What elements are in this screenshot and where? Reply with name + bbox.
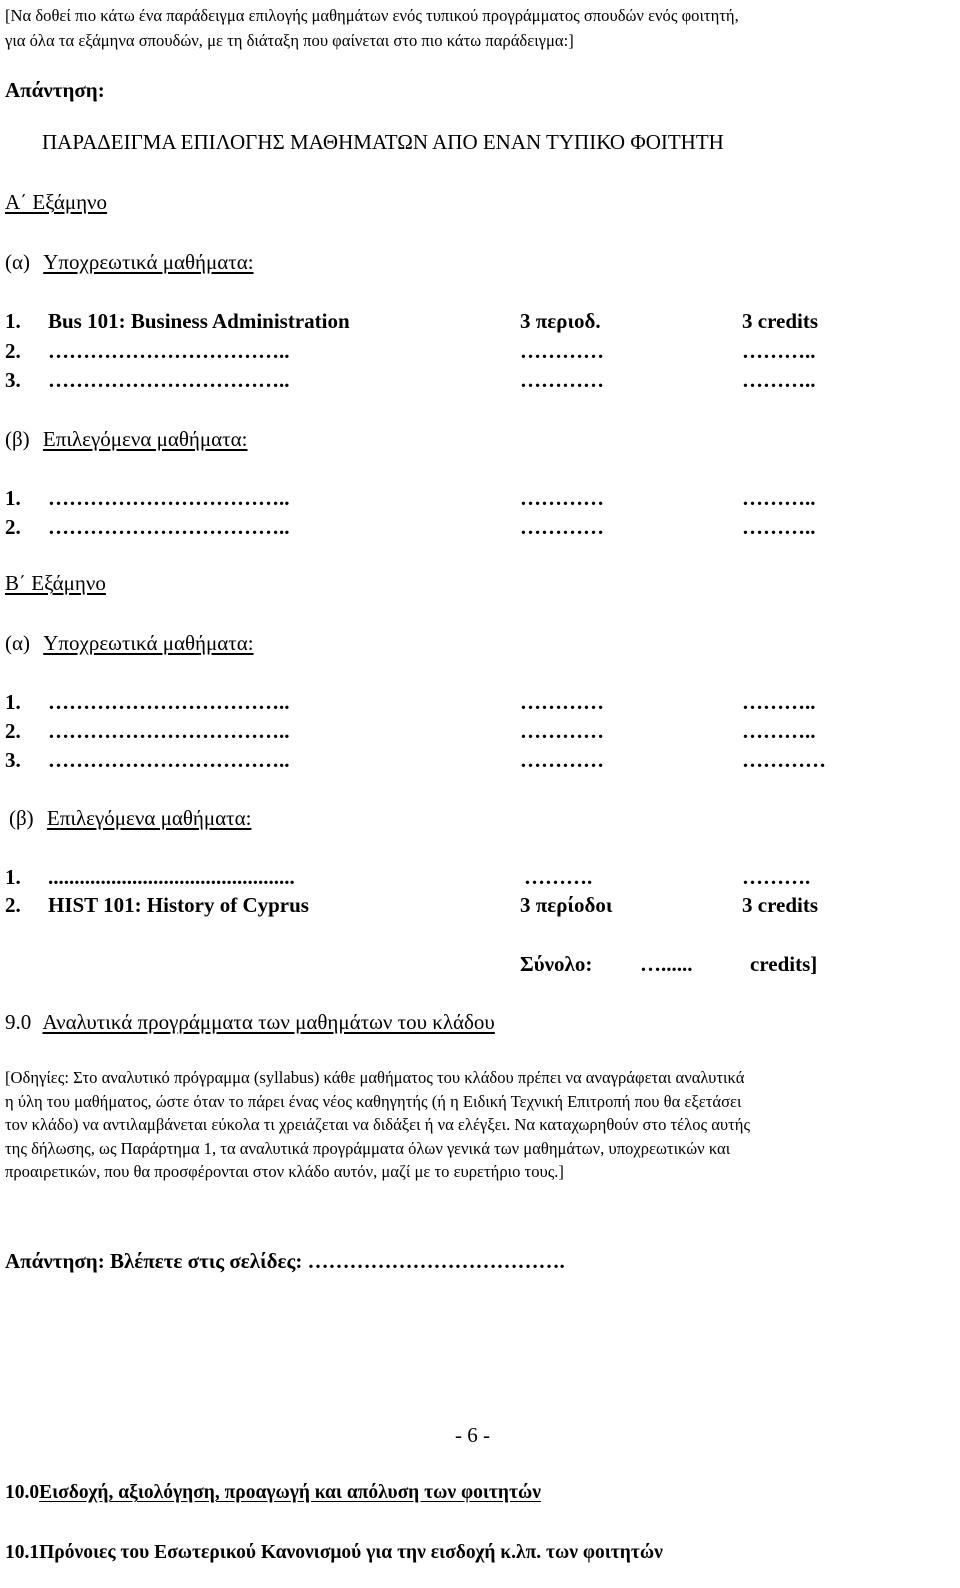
section-title: Εισδοχή, αξιολόγηση, προαγωγή και απόλυση των φοιτητών (39, 1482, 541, 1503)
row-number: 2. (5, 893, 21, 917)
row-number: 2. (5, 719, 21, 743)
course-periods: ………. (524, 865, 593, 889)
course-name: HIST 101: History of Cyprus (48, 893, 309, 917)
course-credits: ……….. (742, 368, 816, 392)
example-title: ΠΑΡΑΔΕΙΓΜΑ ΕΠΙΛΟΓΗΣ ΜΑΘΗΜΑΤΩΝ ΑΠΟ ΕΝΑΝ ΤΥΠΙΚΟ ΦΟΙΤΗΤΗ (42, 130, 724, 154)
section-10-heading (5, 1482, 541, 1504)
course-credits: ………. (742, 865, 811, 889)
instruction-line: της δήλωσης, ως Παράρτημα 1, τα αναλυτικά προγράμματα όλων γενικά των μαθημάτων, υποχρεωτικών και (5, 1138, 731, 1158)
semester-b-title: Β΄ Εξάμηνο (5, 571, 106, 595)
row-number: 3. (5, 368, 21, 392)
row-number: 1. (5, 309, 21, 333)
course-credits: ……….. (742, 515, 816, 539)
course-periods: ………… (520, 515, 604, 539)
course-credits: ……….. (742, 339, 816, 363)
instruction-line: η ύλη του μαθήματος, ώστε όταν το πάρει ένας νέος καθηγητής (ή η Ειδική Τεχνική Επιτροπή που θα εξετάσει (5, 1091, 742, 1111)
row-number: 2. (5, 339, 21, 363)
elective-prefix: (β) (9, 806, 34, 830)
compulsory-label: Υποχρεωτικά μαθήματα: (43, 631, 254, 655)
course-periods: ………… (520, 339, 604, 363)
course-name: …………………………….. (48, 368, 290, 392)
semester-a-elective-heading (5, 427, 247, 452)
page-number: - 6 - (455, 1423, 490, 1447)
semester-b-elective-heading (9, 806, 251, 831)
course-name: ............................................... (48, 865, 295, 889)
total-value: …...... (640, 952, 693, 976)
course-credits: ……….. (742, 719, 816, 743)
section-9-heading (5, 1010, 495, 1035)
section-title: Πρόνοιες του Εσωτερικού Κανονισμού για την εισδοχή κ.λπ. των φοιτητών (39, 1542, 663, 1563)
section-number: 10.1 (5, 1542, 40, 1563)
row-number: 1. (5, 690, 21, 714)
instruction-line: τον κλάδο) να αντιλαμβάνεται εύκολα τι χρειάζεται να διδάξει ή να ελέγξει. Να καταχωρηθούν στο τέλος αυτής (5, 1115, 751, 1135)
course-periods: ………… (520, 719, 604, 743)
course-periods: ………… (520, 690, 604, 714)
course-name: …………………………….. (48, 719, 290, 743)
course-periods: 3 περίοδοι (520, 893, 613, 917)
elective-prefix: (β) (5, 427, 30, 451)
course-name: Bus 101: Business Administration (48, 309, 350, 333)
intro-line-2: για όλα τα εξάμηνα σπουδών, με τη διάταξη που φαίνεται στο πιο κάτω παράδειγμα:] (5, 31, 574, 50)
row-number: 2. (5, 515, 21, 539)
intro-line-1: [Να δοθεί πιο κάτω ένα παράδειγμα επιλογής μαθημάτων ενός τυπικού προγράμματος σπουδών ενός φοιτητή, (5, 6, 739, 25)
section-9-answer: Απάντηση: Βλέπετε στις σελίδες: ………………………………. (5, 1249, 565, 1273)
compulsory-prefix: (α) (5, 250, 30, 274)
course-periods: ………… (520, 368, 604, 392)
row-number: 1. (5, 865, 21, 889)
course-credits: ……….. (742, 690, 816, 714)
instruction-line: προαιρετικών, που θα προσφέρονται στον κλάδο αυτόν, μαζί με το ευρετήριο τους.] (5, 1162, 564, 1182)
course-credits: 3 credits (742, 893, 819, 917)
elective-label: Επιλεγόμενα μαθήματα: (42, 427, 248, 451)
elective-label: Επιλεγόμενα μαθήματα: (46, 806, 252, 830)
course-name: …………………………….. (48, 748, 290, 772)
answer-label: Απάντηση: (5, 78, 105, 102)
semester-a-title: Α΄ Εξάμηνο (5, 190, 108, 214)
row-number: 3. (5, 748, 21, 772)
course-periods: ………… (520, 486, 604, 510)
section-number: 9.0 (5, 1010, 32, 1034)
section-9-instructions (5, 1066, 950, 1184)
instruction-line: [Οδηγίες: Στο αναλυτικό πρόγραμμα (syllabus) κάθε μαθήματος του κλάδου πρέπει να αναγράφεται αναλυτικά (5, 1068, 745, 1087)
section-10-1-heading (5, 1542, 663, 1564)
total-label: Σύνολο: (520, 952, 593, 976)
section-number: 10.0 (5, 1482, 40, 1503)
course-credits: ……….. (742, 486, 816, 510)
course-periods: ………… (520, 748, 604, 772)
course-credits: ………… (742, 748, 826, 772)
compulsory-prefix: (α) (5, 631, 30, 655)
course-name: …………………………….. (48, 486, 290, 510)
semester-a-compulsory-heading (5, 250, 254, 275)
course-name: …………………………….. (48, 690, 290, 714)
compulsory-label: Υποχρεωτικά μαθήματα: (43, 250, 254, 274)
total-unit: credits] (750, 952, 818, 976)
course-credits: 3 credits (742, 309, 819, 333)
course-name: …………………………….. (48, 515, 290, 539)
course-periods: 3 περιοδ. (520, 309, 601, 333)
semester-b-compulsory-heading (5, 631, 254, 656)
row-number: 1. (5, 486, 21, 510)
course-name: …………………………….. (48, 339, 290, 363)
section-title: Αναλυτικά προγράμματα των μαθημάτων του κλάδου (42, 1010, 495, 1034)
